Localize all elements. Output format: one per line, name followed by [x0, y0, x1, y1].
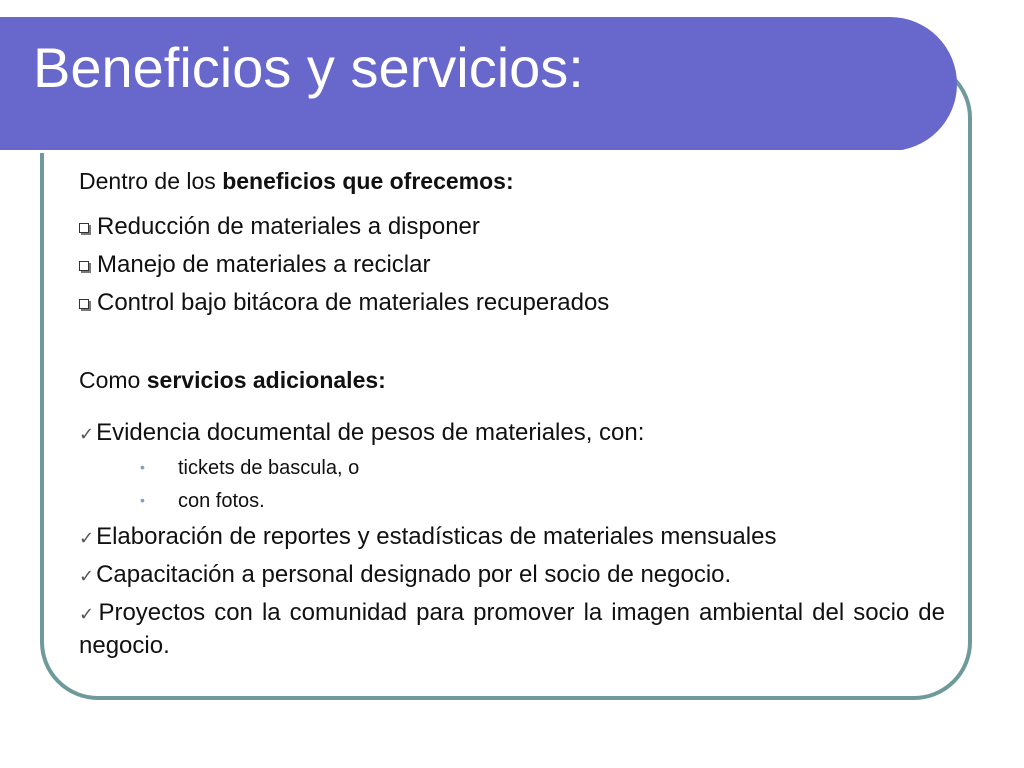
- benefits-heading: [79, 167, 945, 195]
- benefit-item: [79, 211, 945, 242]
- benefits-intro: Dentro de los: [79, 168, 223, 194]
- service-item: [79, 521, 945, 554]
- checkmark-icon: ✓: [79, 566, 95, 586]
- dot-bullet-icon: •: [140, 492, 145, 508]
- service-item-text: Capacitación a personal designado por el socio de negocio.: [96, 561, 732, 588]
- benefit-item: [79, 287, 945, 318]
- benefit-item-text: Manejo de materiales a reciclar: [97, 251, 431, 278]
- benefits-intro-bold: beneficios que ofrecemos:: [222, 168, 514, 194]
- service-item: [79, 597, 945, 661]
- benefit-item-text: Control bajo bitácora de materiales recuperados: [97, 289, 610, 316]
- checkmark-icon: ✓: [79, 424, 95, 444]
- services-heading: [79, 366, 945, 394]
- service-item-text: Proyectos con la comunidad para promover la imagen ambiental del socio de negocio.: [79, 599, 945, 659]
- slide-title: Beneficios y servicios:: [33, 36, 584, 99]
- sub-item: [140, 455, 359, 480]
- services-intro: Como: [79, 367, 147, 393]
- square-bullet-icon: [79, 299, 89, 309]
- sub-item-text: con fotos.: [178, 490, 265, 512]
- service-item: [79, 559, 945, 592]
- service-item-text: Evidencia documental de pesos de materiales, con:: [96, 419, 645, 446]
- benefit-item: [79, 249, 945, 280]
- sub-item-text: tickets de bascula, o: [178, 457, 360, 479]
- checkmark-icon: ✓: [79, 528, 95, 548]
- service-item-text: Elaboración de reportes y estadísticas de materiales mensuales: [96, 523, 777, 550]
- title-underline: [0, 150, 906, 153]
- sub-item: [140, 488, 265, 513]
- dot-bullet-icon: •: [140, 459, 145, 475]
- square-bullet-icon: [79, 261, 89, 271]
- services-intro-bold: servicios adicionales:: [146, 367, 386, 393]
- square-bullet-icon: [79, 223, 89, 233]
- checkmark-icon: ✓: [79, 604, 97, 624]
- service-item: [79, 417, 945, 450]
- benefit-item-text: Reducción de materiales a disponer: [97, 213, 480, 240]
